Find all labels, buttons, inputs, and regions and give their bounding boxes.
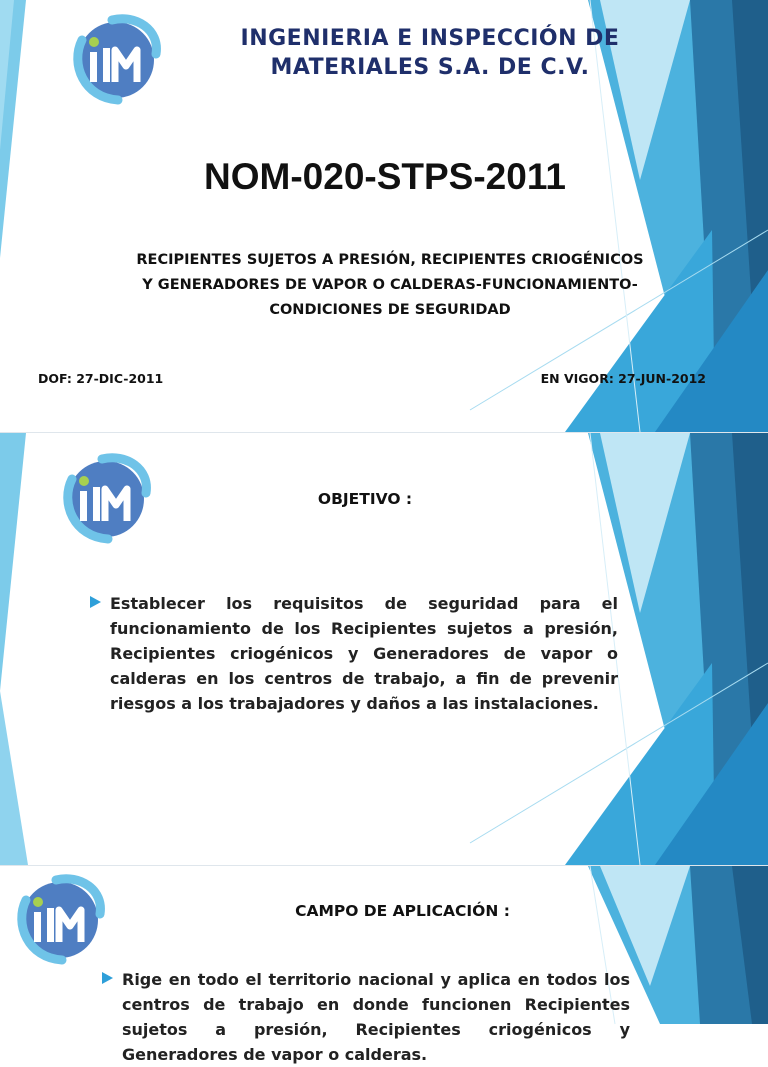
campo-bullet <box>102 967 630 1067</box>
norm-subtitle: RECIPIENTES SUJETOS A PRESIÓN, RECIPIENTES CRIOGÉNICOS Y GENERADORES DE VAPOR O CALDERAS-FUNCIONAMIENTO-CONDICIONES DE SEGURIDAD <box>136 252 644 318</box>
objetivo-heading: OBJETIVO : <box>317 490 413 508</box>
bullet-triangle-icon <box>102 972 113 984</box>
slide-campo <box>0 866 768 1064</box>
iim-logo-icon <box>58 451 154 543</box>
bullet-triangle-icon <box>90 596 101 608</box>
iim-logo-icon <box>68 12 164 104</box>
slide-objetivo <box>0 433 768 865</box>
campo-heading: CAMPO DE APLICACIÓN : <box>295 902 510 920</box>
objetivo-bullet <box>90 591 618 716</box>
objetivo-text: Establecer los requisitos de seguridad para el funcionamiento de los Recipientes sujetos a presión, Recipientes criogénicos y Generadores de vapor o calderas en los centros de trabajo, a fin de prevenir riesgos a los trabajadores y daños a las instalaciones. <box>110 594 618 713</box>
campo-text: Rige en todo el territorio nacional y aplica en todos los centros de trabajo en donde funcionen Recipientes sujetos a presión, Recipientes criogénicos y Generadores de vapor o calderas. <box>122 970 630 1064</box>
slide-cover <box>0 0 768 432</box>
company-logo <box>58 451 154 547</box>
dof-date: DOF: 27-DIC-2011 <box>38 371 164 386</box>
company-logo <box>12 872 108 968</box>
company-logo <box>68 12 164 108</box>
company-name: INGENIERIA E INSPECCIÓN DE MATERIALES S.A. DE C.V. <box>240 26 620 80</box>
norm-title: NOM-020-STPS-2011 <box>204 156 566 197</box>
iim-logo-icon <box>12 872 108 964</box>
vigor-date: EN VIGOR: 27-JUN-2012 <box>540 371 706 386</box>
